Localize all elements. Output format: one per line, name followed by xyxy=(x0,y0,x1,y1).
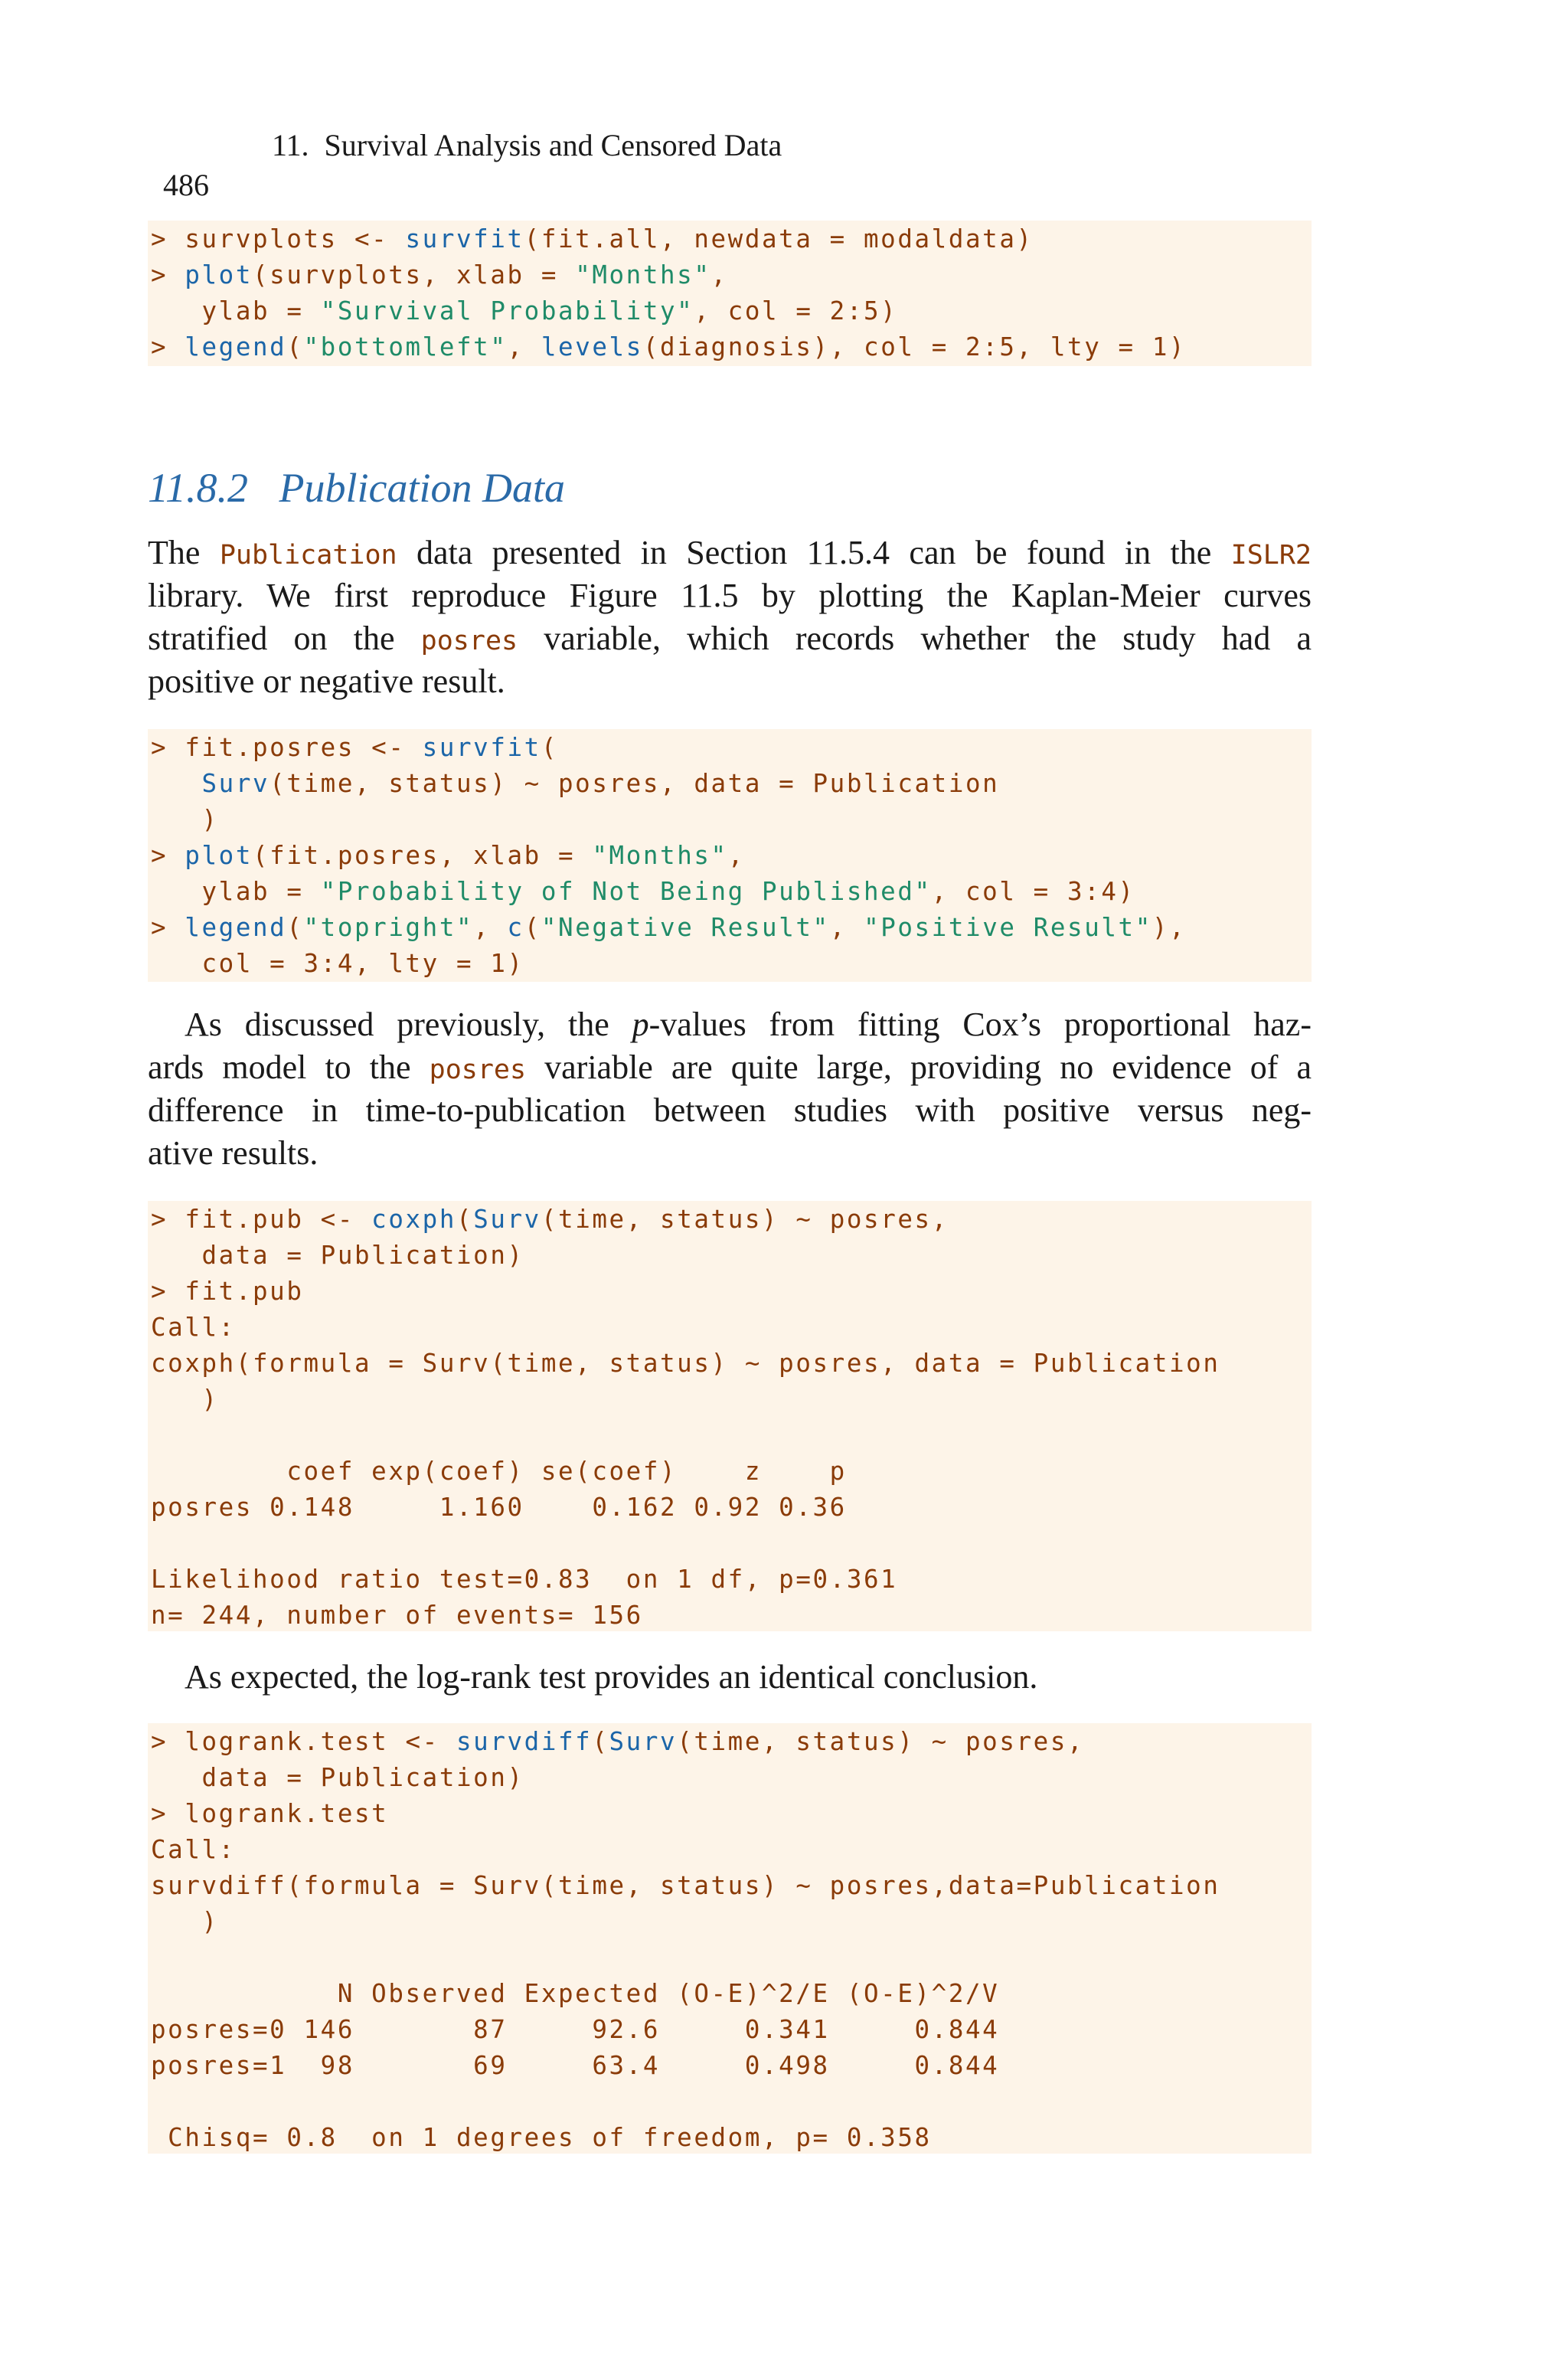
page-number: 486 xyxy=(163,168,209,202)
code-function: coxph xyxy=(371,1205,457,1234)
section-number: 11.8.2 xyxy=(148,465,248,511)
code-text: > fit.pub <- xyxy=(151,1205,372,1234)
inline-code: Publication xyxy=(219,540,397,571)
code-string: "Negative Result" xyxy=(541,913,830,942)
code-text: (survplots, xlab = xyxy=(253,260,576,289)
code-text: , xyxy=(727,841,745,870)
code-function: c xyxy=(507,913,524,942)
code-line: posres=1 98 69 63.4 0.498 0.844 xyxy=(151,2051,1000,2080)
text-line: ative results. xyxy=(148,1134,318,1172)
code-line: survdiff(formula = Surv(time, status) ~ posres,data=Publication xyxy=(151,1871,1220,1900)
text-line xyxy=(148,617,1312,660)
code-line: ) xyxy=(151,1385,219,1414)
code-text: , xyxy=(710,260,728,289)
text: As discussed previously, the xyxy=(185,1006,632,1043)
code-block-survdiff xyxy=(148,1723,1312,2154)
code-function: Surv xyxy=(201,769,270,798)
code-line: posres=0 146 87 92.6 0.341 0.844 xyxy=(151,2015,1000,2044)
text: stratified on the xyxy=(148,620,421,657)
code-block-coxph xyxy=(148,1201,1312,1631)
text: data presented in Section 11.5.4 can be found in the xyxy=(397,534,1231,571)
text: variable, which records whether the study had a xyxy=(518,620,1312,657)
code-block-survplots xyxy=(148,221,1312,366)
code-text: , xyxy=(507,332,541,361)
code-text: (fit.posres, xlab = xyxy=(253,841,593,870)
text-line: positive or negative result. xyxy=(148,662,505,700)
code-text: ( xyxy=(541,733,559,762)
code-function: Surv xyxy=(473,1205,541,1234)
code-text: (time, status) ~ posres, data = Publication xyxy=(270,769,1000,798)
inline-code: ISLR2 xyxy=(1230,540,1312,571)
code-string: "Months" xyxy=(575,260,711,289)
code-string: "Survival Probability" xyxy=(320,296,694,325)
code-text: ( xyxy=(286,913,304,942)
code-function: legend xyxy=(185,913,287,942)
code-line: N Observed Expected (O-E)^2/E (O-E)^2/V xyxy=(151,1979,1000,2008)
code-line: Call: xyxy=(151,1313,236,1342)
code-text: > xyxy=(151,841,185,870)
code-string: "Probability of Not Being Published" xyxy=(320,877,932,906)
section-title: Publication Data xyxy=(279,465,565,511)
text-line: difference in time-to-publication between studies with positive versus neg- xyxy=(148,1091,1312,1129)
code-line xyxy=(151,874,1135,910)
code-text xyxy=(151,769,202,798)
code-line xyxy=(151,766,999,802)
inline-code: posres xyxy=(429,1055,527,1085)
text: -values from fitting Cox’s proportional haz- xyxy=(648,1006,1312,1043)
code-text: , col = 3:4) xyxy=(931,877,1135,906)
code-text: ), xyxy=(1152,913,1187,942)
italic-text: p xyxy=(632,1006,649,1043)
code-line xyxy=(151,257,728,293)
code-line xyxy=(151,221,1034,257)
code-text: ( xyxy=(524,913,541,942)
code-line: Chisq= 0.8 on 1 degrees of freedom, p= 0.358 xyxy=(151,2123,932,2152)
code-text: ( xyxy=(286,332,304,361)
code-line: ) xyxy=(151,1907,219,1936)
code-line xyxy=(151,730,558,766)
code-function: plot xyxy=(185,260,253,289)
code-line: coxph(formula = Surv(time, status) ~ posres, data = Publication xyxy=(151,1349,1220,1378)
code-line: posres 0.148 1.160 0.162 0.92 0.36 xyxy=(151,1493,847,1522)
code-function: legend xyxy=(185,332,287,361)
code-line: > logrank.test xyxy=(151,1799,389,1828)
code-line xyxy=(151,1724,1084,1760)
code-function: Surv xyxy=(609,1727,678,1756)
code-line xyxy=(151,329,1186,365)
code-function: plot xyxy=(185,841,253,870)
code-string: "Months" xyxy=(592,841,728,870)
code-text: , xyxy=(473,913,508,942)
text: ards model to the xyxy=(148,1048,430,1086)
code-text: ylab = xyxy=(151,296,321,325)
chapter-title: 11. Survival Analysis and Censored Data xyxy=(272,128,782,162)
section-heading xyxy=(148,463,565,513)
code-function: survfit xyxy=(422,733,541,762)
code-line: Likelihood ratio test=0.83 on 1 df, p=0.361 xyxy=(151,1565,898,1594)
code-text: > fit.posres <- xyxy=(151,733,423,762)
code-text: > xyxy=(151,332,185,361)
code-string: "Positive Result" xyxy=(864,913,1152,942)
code-line xyxy=(151,838,745,874)
code-text: ( xyxy=(456,1205,474,1234)
code-text: > survplots <- xyxy=(151,224,406,254)
code-line: ) xyxy=(151,805,219,834)
code-text: (time, status) ~ posres, xyxy=(677,1727,1085,1756)
code-function: survdiff xyxy=(456,1727,593,1756)
inline-code: posres xyxy=(420,626,518,656)
code-line: > fit.pub xyxy=(151,1277,304,1306)
code-line xyxy=(151,1202,949,1238)
code-text: > xyxy=(151,913,185,942)
code-string: "topright" xyxy=(303,913,474,942)
code-text: > logrank.test <- xyxy=(151,1727,456,1756)
code-text: ylab = xyxy=(151,877,321,906)
code-line: data = Publication) xyxy=(151,1241,524,1270)
code-line xyxy=(151,293,897,329)
code-text: (fit.all, newdata = modaldata) xyxy=(524,224,1034,254)
code-text: , xyxy=(829,913,864,942)
code-text: ( xyxy=(592,1727,609,1756)
code-line: coef exp(coef) se(coef) z p xyxy=(151,1457,847,1486)
code-line: Call: xyxy=(151,1835,236,1864)
text-line xyxy=(148,1046,1312,1089)
code-function: levels xyxy=(541,332,643,361)
code-line: n= 244, number of events= 156 xyxy=(151,1601,643,1630)
code-function: survfit xyxy=(405,224,524,254)
code-text: (diagnosis), col = 2:5, lty = 1) xyxy=(642,332,1187,361)
code-text: (time, status) ~ posres, xyxy=(541,1205,949,1234)
code-line: col = 3:4, lty = 1) xyxy=(151,949,524,978)
code-string: "bottomleft" xyxy=(303,332,508,361)
code-text: , col = 2:5) xyxy=(694,296,898,325)
code-block-fit-posres xyxy=(148,729,1312,982)
text-line xyxy=(185,1003,1312,1046)
text-line: library. We first reproduce Figure 11.5 by plotting the Kaplan-Meier curves xyxy=(148,577,1312,614)
text: The xyxy=(148,534,220,571)
text: variable are quite large, providing no evidence of a xyxy=(526,1048,1312,1086)
text-line xyxy=(148,532,1312,574)
code-line: data = Publication) xyxy=(151,1763,524,1792)
code-text: > xyxy=(151,260,185,289)
code-line xyxy=(151,910,1186,946)
text-line: As expected, the log-rank test provides an identical conclusion. xyxy=(185,1658,1038,1696)
